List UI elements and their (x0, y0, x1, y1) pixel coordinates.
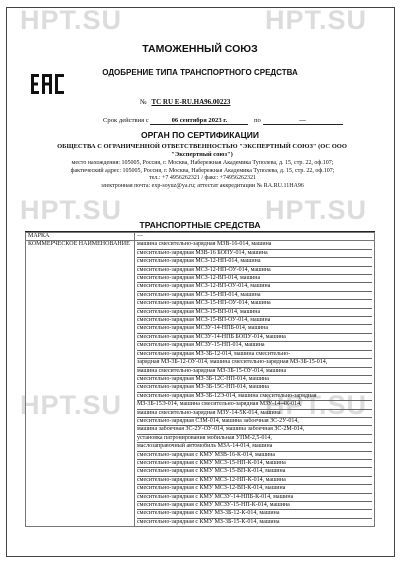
organ-name-line: "Экспертный союз") (171, 151, 233, 158)
list-item: смесительно-зарядная с КМУ МСЗ-15-НП-К-014, машина (137, 460, 372, 468)
list-item: смесительно-зарядная МЗ-3Б-12Э-014, машина смесительно-зарядная (137, 393, 372, 401)
list-item: смесительно-зарядная МСЗ-15-ВП-ОУ-014, машина (137, 317, 372, 325)
validity-period (103, 117, 343, 125)
watermark: HPT.SU (265, 195, 368, 225)
list-item: смесительно-зарядная МЗ-3Б-15С-НП-014, машина (137, 384, 372, 392)
eac-logo (31, 74, 65, 94)
list-item: смесительно-зарядная с КМУ МСЗ-12-НП-К-014, машина (137, 477, 372, 485)
vehicles-table (25, 232, 375, 527)
list-item: смесительно-зарядная с КМУ МЗ-3Б-15-К-014, машина (137, 518, 280, 525)
list-item: смесительно-зарядная МСЗ-15-НП-014, машина (137, 292, 372, 300)
table-row (26, 241, 375, 527)
organ-heading: ОРГАН ПО СЕРТИФИКАЦИИ (140, 130, 260, 140)
list-item: смесительно-зарядная МСЗ-12-ВП-ОУ-014, машина (137, 283, 372, 291)
organ-email: электронная почта: exp-soyuz@ya.ru; аттестат аккредитации № RA.RU.11HA96 (101, 182, 304, 189)
watermark: HPT.SU (20, 195, 123, 225)
list-item: смесительно-зарядная МСЗУ-14-НПБ-014, машина (137, 325, 372, 333)
list-item: смесительно-зарядная с КМУ МСЗ-15-ВП-К-014, машина (137, 468, 372, 476)
list-item: смесительно-зарядная МСЗ-12-НП-014, машина (137, 258, 372, 266)
list-item: машина смесительно-зарядная МЗУ-14-5К-014, машина (137, 410, 372, 418)
list-item: смесительно-зарядная МСЗ-12-НП-ОУ-014, машина (137, 267, 372, 275)
list-item: смесительно-зарядная МСЗ-15-ВП-014, машина (137, 309, 372, 317)
organ-address: место нахождения: 105005, Россия, г. Москва, Набережная Академика Туполева, д. 15, стр. 22, оф.107; (71, 160, 334, 166)
list-item: маслозаправочный автомобиль МЗА-14-014, машина (137, 443, 372, 451)
items-cell (135, 241, 375, 527)
organ-info (20, 160, 385, 190)
list-item: смесительно-зарядная с КМУ МЗВ-16-К-014, машина (137, 452, 372, 460)
list-item: машина забоечная ЗС-2У-ОУ-014, машина забоечная ЗС-2М-014, (137, 426, 372, 434)
organ-name-line: ОБЩЕСТВА С ОГРАНИЧЕННОЙ ОТВЕТСТВЕННОСТЬЮ "ЭКСПЕРТНЫЙ СОЮЗ" (ОС ООО (57, 143, 347, 150)
certificate-number-value: TC RU E-RU.HA96.00223 (151, 98, 231, 106)
list-item: зарядная МЗ-3Б-12-ОУ-014, машина смесительно-зарядная МЗ-3Б-15-014, (137, 359, 372, 367)
list-item: смесительно-зарядная СЗМ-014, машина забоечная ЗС-2У-014, (137, 418, 372, 426)
mark-value: — (135, 233, 375, 241)
mark-label: МАРКА (26, 233, 135, 241)
list-item: смесительно-зарядная МСЗУ-14-НПБ БОПУ-014, машина (137, 334, 372, 342)
list-item: смесительно-зарядная МСЗ-15-НП-ОУ-014, машина (137, 300, 372, 308)
validity-date-from: 06 сентября 2023 г. (150, 117, 248, 125)
validity-date-to: — (263, 117, 343, 125)
list-item: смесительно-зарядная МЗВ-16 БОПУ-014, машина (137, 250, 372, 258)
certificate-prefix: № (140, 98, 147, 106)
organ-actual-address: фактический адрес: 105005, Россия, г. Москва, Набережная Академика Туполева, д. 15, стр. 22, оф.107; (70, 167, 335, 174)
organ-phone: тел.: +7 4956262321 / факс: +74956262321 (148, 175, 257, 182)
list-item: установка патронирования мобильная УПМ-2,5-014, (137, 435, 372, 443)
list-item: смесительно-зарядная МЗ-3Б-12С-НП-014, машина (137, 376, 372, 384)
list-item: машина смесительно-зарядная МЗ-3Б-15-ОУ-014, машина (137, 368, 372, 376)
watermark: HPT.SU (20, 390, 123, 420)
document-title: ТАМОЖЕННЫЙ СОЮЗ (142, 43, 258, 55)
watermark: HPT.SU (265, 5, 368, 35)
organ-name (42, 143, 362, 159)
certificate-number (140, 98, 230, 106)
list-item: смесительно-зарядная МСЗ-12-ВП-014, машина (137, 275, 372, 283)
validity-label: Срок действия с (103, 117, 149, 124)
list-item: смесительно-зарядная с КМУ МСЗУ-14-НПБ-К-014, машина (137, 494, 372, 502)
section-title: ТРАНСПОРТНЫЕ СРЕДСТВА (25, 220, 375, 232)
document-subtitle: ОДОБРЕНИЕ ТИПА ТРАНСПОРТНОГО СРЕДСТВА (102, 68, 298, 77)
list-item: смесительно-зарядная с КМУ МСЗ-12-ВП-К-014, машина (137, 485, 372, 493)
list-item: смесительно-зарядная с КМУ МЗ-3Б-12-К-014, машина (137, 510, 372, 518)
list-item: смесительно-зарядная с КМУ МСЗУ-15-НП-К-014, машина (137, 502, 372, 510)
list-item: МЗ-3Б-15Э-014, машина смесительно-зарядная МЗУ-14-4К-014, (137, 401, 372, 409)
type-label: КОММЕРЧЕСКОЕ НАИМЕНОВАНИЕ (26, 241, 135, 527)
watermark: HPT.SU (20, 5, 123, 35)
validity-label-to: по (254, 117, 261, 124)
list-item: смесительно-зарядная МСЗУ-15-НП-014, машина (137, 342, 372, 350)
list-item: смесительно-зарядная МЗ-3Б-12-014, машина смесительно- (137, 351, 372, 359)
list-item: машина смесительно-зарядная МЗВ-16-014, машина (137, 241, 372, 249)
watermark: HPT.SU (265, 390, 368, 420)
table-row (26, 233, 375, 241)
